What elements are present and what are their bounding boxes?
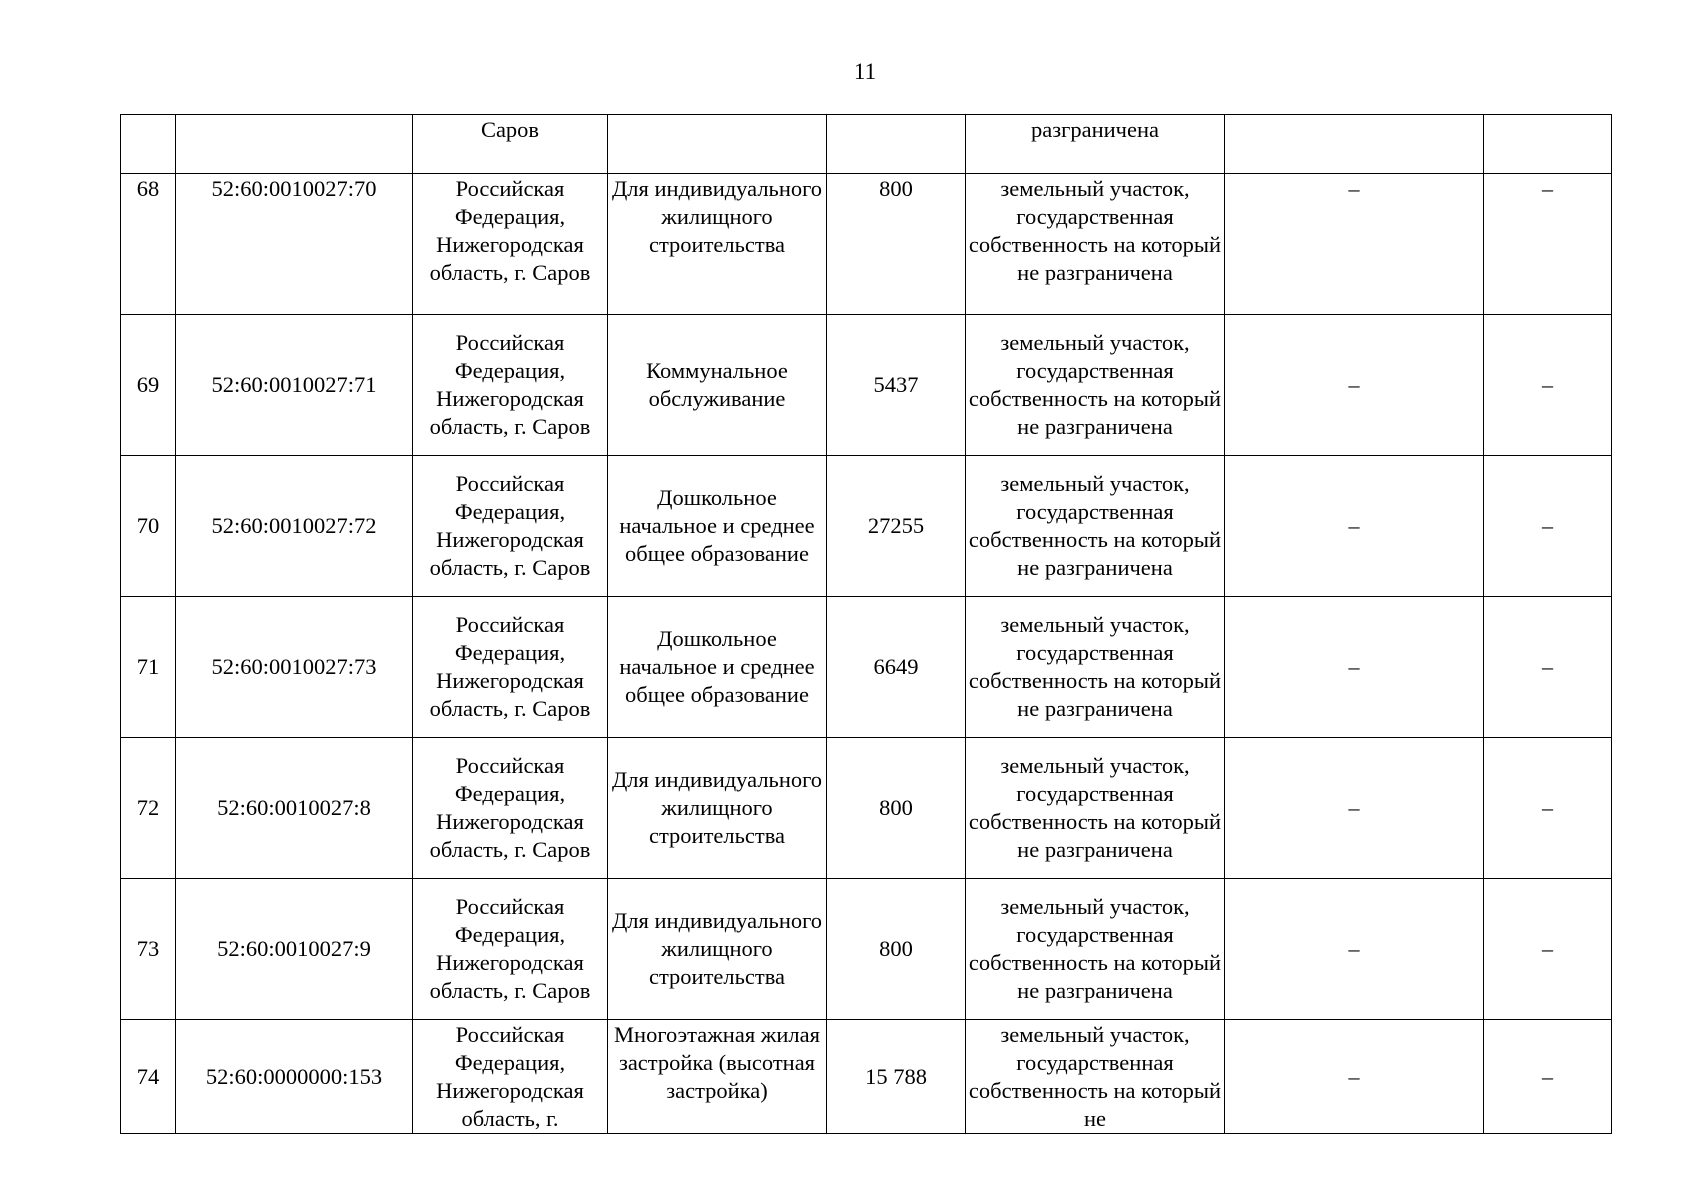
- cell-address: Российская Федерация, Нижегородская область, г. Саров: [413, 315, 608, 456]
- page-number: 11: [853, 59, 877, 84]
- cell-use: Для индивидуального жилищного строительства: [608, 879, 827, 1020]
- cell-use: Многоэтажная жилая застройка (высотная застройка): [608, 1020, 827, 1134]
- cell-address: Российская Федерация, Нижегородская область, г.: [413, 1020, 608, 1134]
- cell-status: земельный участок, государственная собственность на который не разграничена: [966, 738, 1225, 879]
- cell-cadastral: 52:60:0010027:71: [176, 315, 413, 456]
- cell-address: Российская Федерация, Нижегородская область, г. Саров: [413, 879, 608, 1020]
- cell-address: Российская Федерация, Нижегородская область, г. Саров: [413, 738, 608, 879]
- cell-cadastral: [176, 115, 413, 174]
- table-row: [121, 456, 1612, 597]
- cell-col7: –: [1225, 174, 1484, 315]
- cell-col8: –: [1484, 174, 1612, 315]
- cell-area: [827, 115, 966, 174]
- cell-address: Российская Федерация, Нижегородская область, г. Саров: [413, 597, 608, 738]
- cell-address: Российская Федерация, Нижегородская область, г. Саров: [413, 456, 608, 597]
- table-row: [121, 597, 1612, 738]
- cell-cadastral: 52:60:0010027:8: [176, 738, 413, 879]
- cell-col8: –: [1484, 879, 1612, 1020]
- cell-num: 72: [121, 738, 176, 879]
- cell-col7: –: [1225, 597, 1484, 738]
- cell-use: Коммунальное обслуживание: [608, 315, 827, 456]
- cell-use: Для индивидуального жилищного строительства: [608, 174, 827, 315]
- table-row: [121, 879, 1612, 1020]
- cell-col7: –: [1225, 879, 1484, 1020]
- cell-area: 800: [827, 738, 966, 879]
- cell-area: 800: [827, 879, 966, 1020]
- cell-use: Дошкольное начальное и среднее общее образование: [608, 597, 827, 738]
- cell-col7: [1225, 115, 1484, 174]
- cell-area: 800: [827, 174, 966, 315]
- land-plots-table: [120, 114, 1612, 1134]
- cell-area: 15 788: [827, 1020, 966, 1134]
- cell-col8: –: [1484, 738, 1612, 879]
- cell-col8: –: [1484, 315, 1612, 456]
- cell-num: 74: [121, 1020, 176, 1134]
- cell-col7: –: [1225, 1020, 1484, 1134]
- table-row-continuation: [121, 115, 1612, 174]
- cell-status: земельный участок, государственная собственность на который не: [966, 1020, 1225, 1134]
- cell-area: 27255: [827, 456, 966, 597]
- cell-status: земельный участок, государственная собственность на который не разграничена: [966, 597, 1225, 738]
- cell-num: 68: [121, 174, 176, 315]
- cell-cadastral: 52:60:0010027:73: [176, 597, 413, 738]
- cell-status: земельный участок, государственная собственность на который не разграничена: [966, 174, 1225, 315]
- cell-address: Саров: [413, 115, 608, 174]
- cell-num: 70: [121, 456, 176, 597]
- cell-use: Для индивидуального жилищного строительства: [608, 738, 827, 879]
- table-row: [121, 174, 1612, 315]
- cell-area: 6649: [827, 597, 966, 738]
- table-row: [121, 738, 1612, 879]
- cell-area: 5437: [827, 315, 966, 456]
- cell-num: [121, 115, 176, 174]
- cell-cadastral: 52:60:0010027:9: [176, 879, 413, 1020]
- cell-address: Российская Федерация, Нижегородская область, г. Саров: [413, 174, 608, 315]
- cell-num: 69: [121, 315, 176, 456]
- table-row: [121, 315, 1612, 456]
- cell-status: земельный участок, государственная собственность на который не разграничена: [966, 315, 1225, 456]
- cell-cadastral: 52:60:0010027:70: [176, 174, 413, 315]
- cell-use: Дошкольное начальное и среднее общее образование: [608, 456, 827, 597]
- cell-col7: –: [1225, 738, 1484, 879]
- cell-col8: [1484, 115, 1612, 174]
- cell-col7: –: [1225, 315, 1484, 456]
- table-row: [121, 1020, 1612, 1134]
- cell-num: 71: [121, 597, 176, 738]
- cell-status: разграничена: [966, 115, 1225, 174]
- cell-use: [608, 115, 827, 174]
- cell-status: земельный участок, государственная собственность на который не разграничена: [966, 879, 1225, 1020]
- cell-status: земельный участок, государственная собственность на который не разграничена: [966, 456, 1225, 597]
- cell-num: 73: [121, 879, 176, 1020]
- cell-col8: –: [1484, 456, 1612, 597]
- cell-cadastral: 52:60:0010027:72: [176, 456, 413, 597]
- cell-cadastral: 52:60:0000000:153: [176, 1020, 413, 1134]
- cell-col7: –: [1225, 456, 1484, 597]
- cell-col8: –: [1484, 1020, 1612, 1134]
- cell-col8: –: [1484, 597, 1612, 738]
